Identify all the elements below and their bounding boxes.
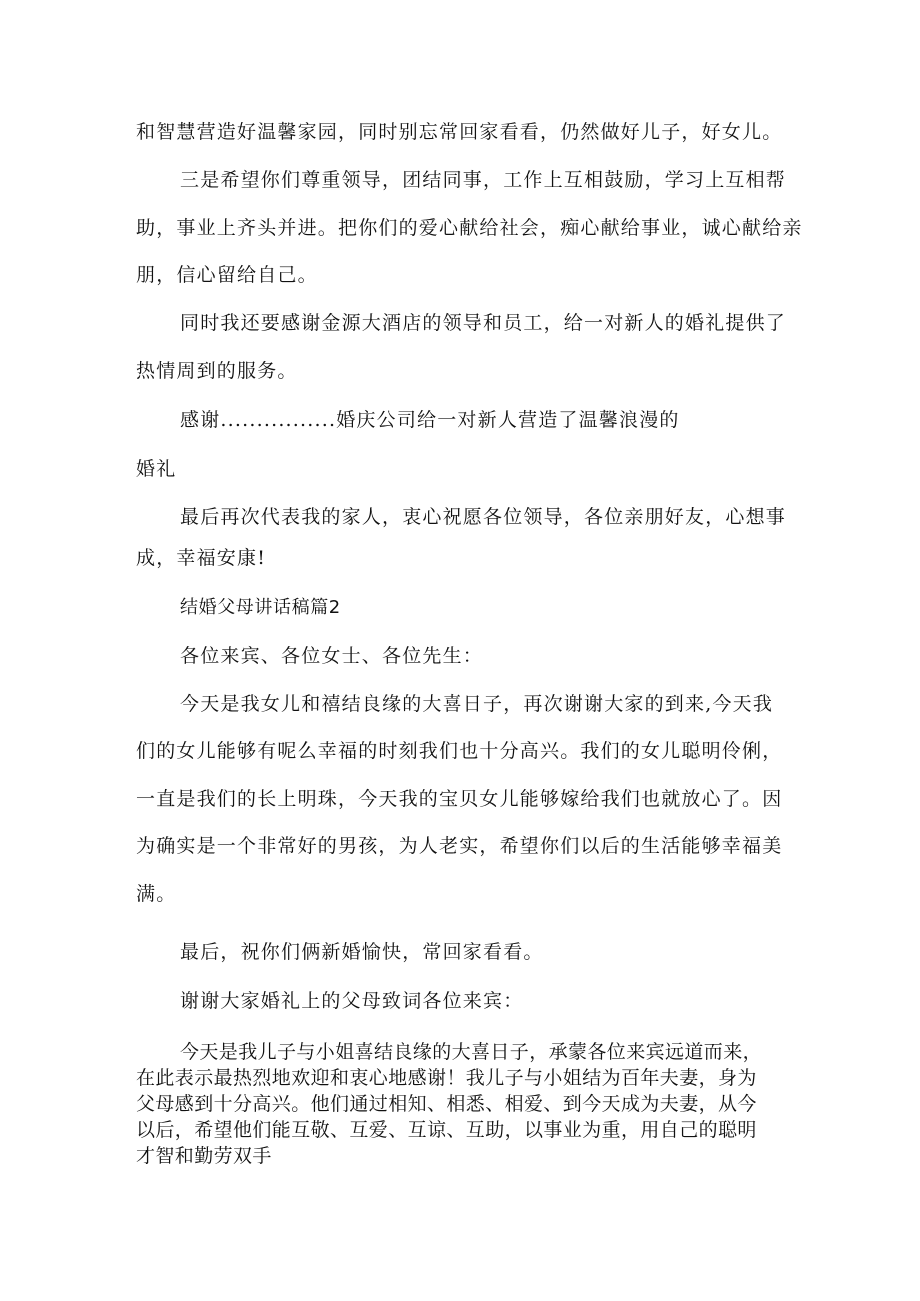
- salutation-line: 谢谢大家婚礼上的父母致词各位来宾：: [180, 990, 524, 1012]
- section-heading: 结婚父母讲话稿篇2: [180, 597, 341, 618]
- paragraph-line: 婚礼: [136, 458, 177, 480]
- paragraph-line: 成，幸福安康!: [136, 547, 267, 569]
- paragraph-line: 才智和勤劳双手: [136, 1145, 272, 1167]
- paragraph-line: 和智慧营造好温馨家园，同时别忘常回家看看，仍然做好儿子，好女儿。: [136, 121, 783, 143]
- paragraph-line: 最后再次代表我的家人，衷心祝愿各位领导，各位亲朋好友，心想事: [180, 506, 787, 528]
- paragraph-line: 们的女儿能够有呢么幸福的时刻我们也十分高兴。我们的女儿聪明伶俐，: [136, 740, 783, 762]
- paragraph-line: 热情周到的服务。: [136, 360, 298, 382]
- paragraph-line: 今天是我儿子与小姐喜结良缘的大喜日子，承蒙各位来宾远道而来，: [180, 1041, 763, 1063]
- salutation-line: 各位来宾、各位女士、各位先生：: [180, 645, 484, 667]
- paragraph-line: 在此表示最热烈地欢迎和衷心地感谢！我儿子与小姐结为百年夫妻，身为: [136, 1067, 757, 1089]
- paragraph-line: 最后，祝你们俩新婚愉快，常回家看看。: [180, 941, 544, 963]
- paragraph-line: 以后，希望他们能互敬、互爱、互谅、互助，以事业为重，用自己的聪明: [136, 1119, 757, 1141]
- paragraph-line: 朋，信心留给自己。: [136, 264, 318, 286]
- paragraph-line: 助，事业上齐头并进。把你们的爱心献给社会，痴心献给事业，诚心献给亲: [136, 217, 803, 239]
- paragraph-line: 今天是我女儿和禧结良缘的大喜日子，再次谢谢大家的到来,今天我: [180, 693, 774, 715]
- paragraph-line: 为确实是一个非常好的男孩，为人老实，希望你们以后的生活能够幸福美: [136, 835, 783, 857]
- paragraph-line: 感谢................婚庆公司给一对新人营造了温馨浪漫的: [180, 409, 680, 431]
- paragraph-line: 父母感到十分高兴。他们通过相知、相悉、相爱、到今天成为夫妻，从今: [136, 1093, 757, 1115]
- paragraph-line: 满。: [136, 883, 177, 905]
- paragraph-line: 一直是我们的长上明珠，今天我的宝贝女儿能够嫁给我们也就放心了。因: [136, 788, 783, 810]
- paragraph-line: 同时我还要感谢金源大酒店的领导和员工，给一对新人的婚礼提供了: [180, 312, 787, 334]
- paragraph-line: 三是希望你们尊重领导，团结同事，工作上互相鼓励，学习上互相帮: [180, 169, 787, 191]
